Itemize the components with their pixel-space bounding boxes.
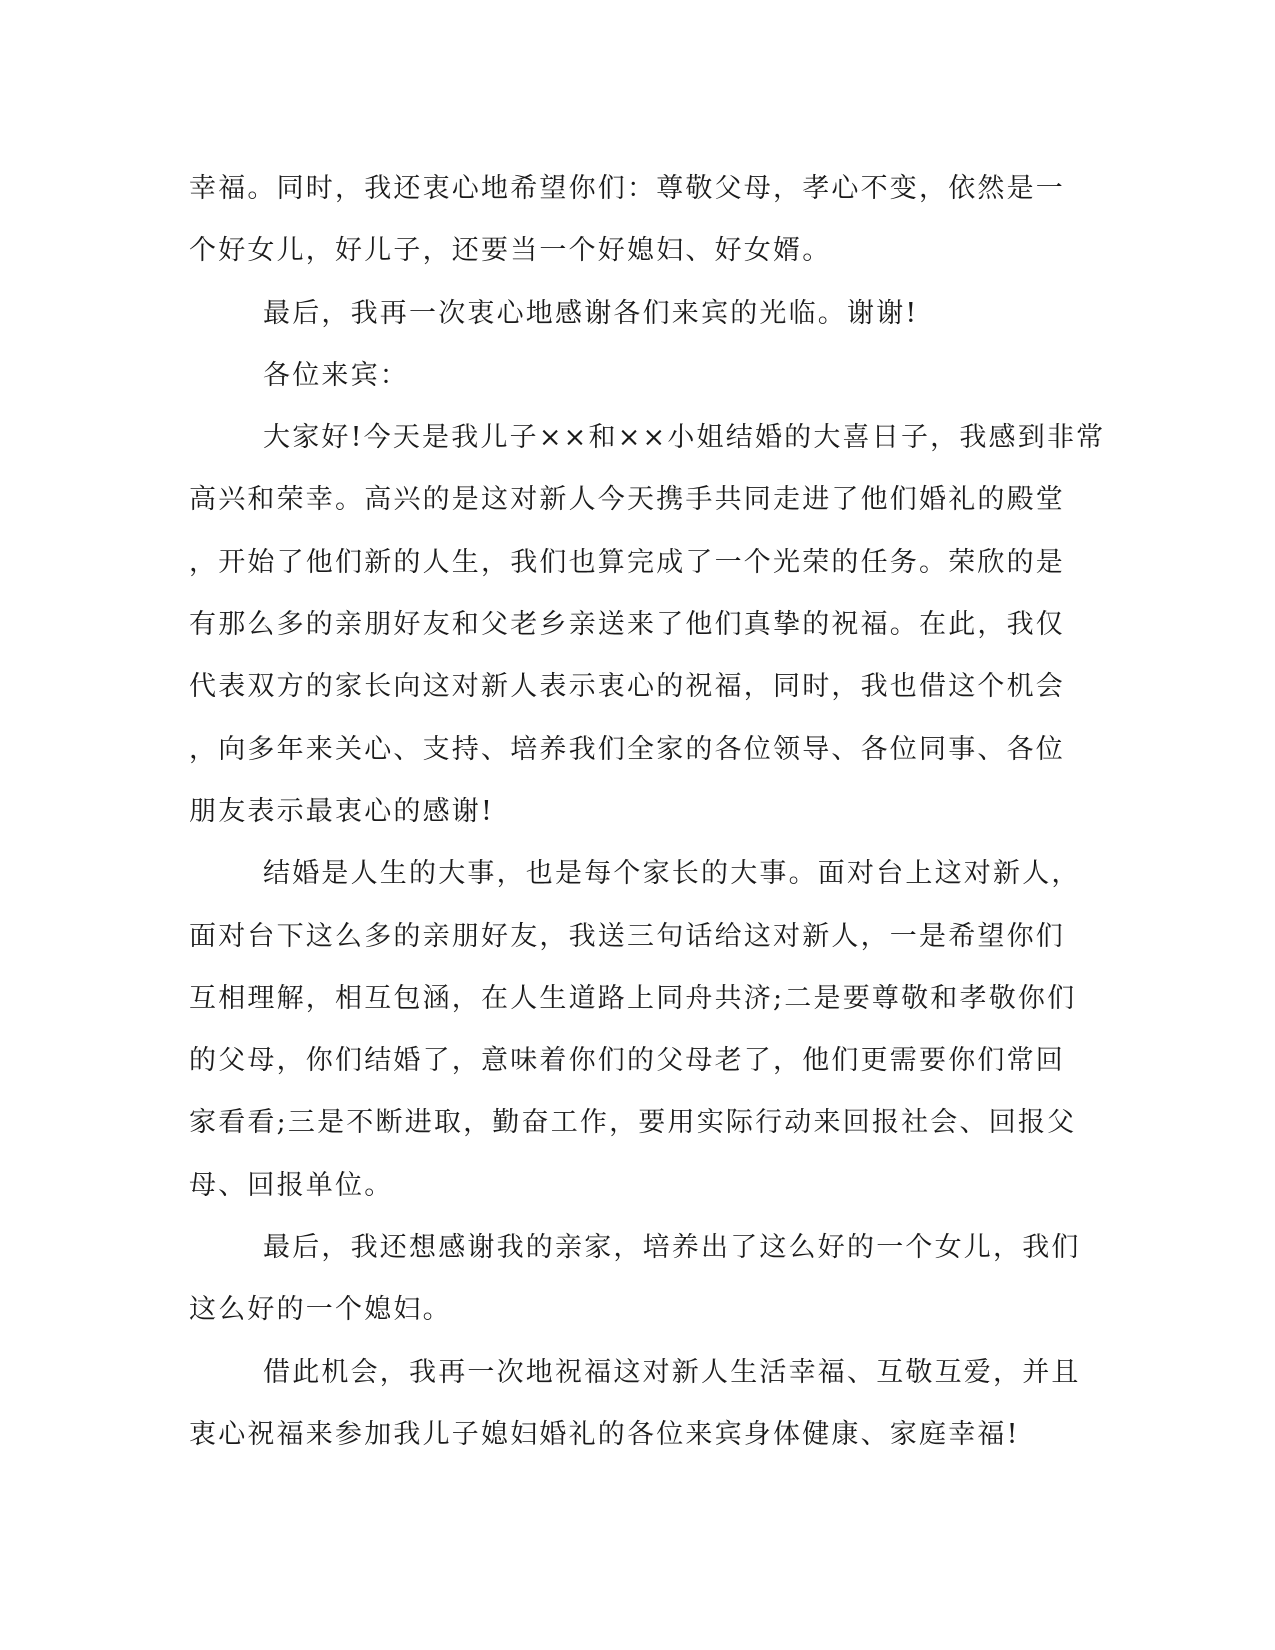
text-line: 有那么多的亲朋好友和父老乡亲送来了他们真挚的祝福。在此，我仅 xyxy=(189,609,1065,641)
text-line: 这么好的一个媳妇。 xyxy=(189,1294,452,1326)
text-line: 结婚是人生的大事，也是每个家长的大事。面对台上这对新人， xyxy=(263,858,1081,890)
salutation: 各位来宾： xyxy=(263,359,409,391)
text-line: 个好女儿，好儿子，还要当一个好媳妇、好女婿。 xyxy=(189,235,832,267)
text-line: 朋友表示最衷心的感谢! xyxy=(189,795,495,827)
text-line: 衷心祝福来参加我儿子媳妇婚礼的各位来宾身体健康、家庭幸福! xyxy=(189,1418,1020,1450)
document-body xyxy=(189,158,1106,1466)
text-line: 高兴和荣幸。高兴的是这对新人今天携手共同走进了他们婚礼的殿堂 xyxy=(189,484,1065,516)
text-line: ，向多年来关心、支持、培养我们全家的各位领导、各位同事、各位 xyxy=(189,733,1065,765)
text-line: 家看看;三是不断进取，勤奋工作，要用实际行动来回报社会、回报父 xyxy=(189,1107,1077,1139)
text-line: 互相理解，相互包涵，在人生道路上同舟共济;二是要尊敬和孝敬你们 xyxy=(189,982,1077,1014)
text-line: 面对台下这么多的亲朋好友，我送三句话给这对新人，一是希望你们 xyxy=(189,920,1065,952)
text-line: 最后，我还想感谢我的亲家，培养出了这么好的一个女儿，我们 xyxy=(263,1232,1081,1264)
text-line: ，开始了他们新的人生，我们也算完成了一个光荣的任务。荣欣的是 xyxy=(189,546,1065,578)
text-line: 大家好!今天是我儿子××和××小姐结婚的大喜日子，我感到非常 xyxy=(263,422,1106,454)
text-line: 幸福。同时，我还衷心地希望你们：尊敬父母，孝心不变，依然是一 xyxy=(189,173,1065,204)
text-line: 最后，我再一次衷心地感谢各们来宾的光临。谢谢! xyxy=(263,297,919,329)
text-line: 的父母，你们结婚了，意味着你们的父母老了，他们更需要你们常回 xyxy=(189,1045,1065,1077)
text-line: 借此机会，我再一次地祝福这对新人生活幸福、互敬互爱，并且 xyxy=(263,1356,1081,1388)
text-line: 代表双方的家长向这对新人表示衷心的祝福，同时，我也借这个机会 xyxy=(189,671,1065,703)
text-line: 母、回报单位。 xyxy=(189,1169,394,1201)
